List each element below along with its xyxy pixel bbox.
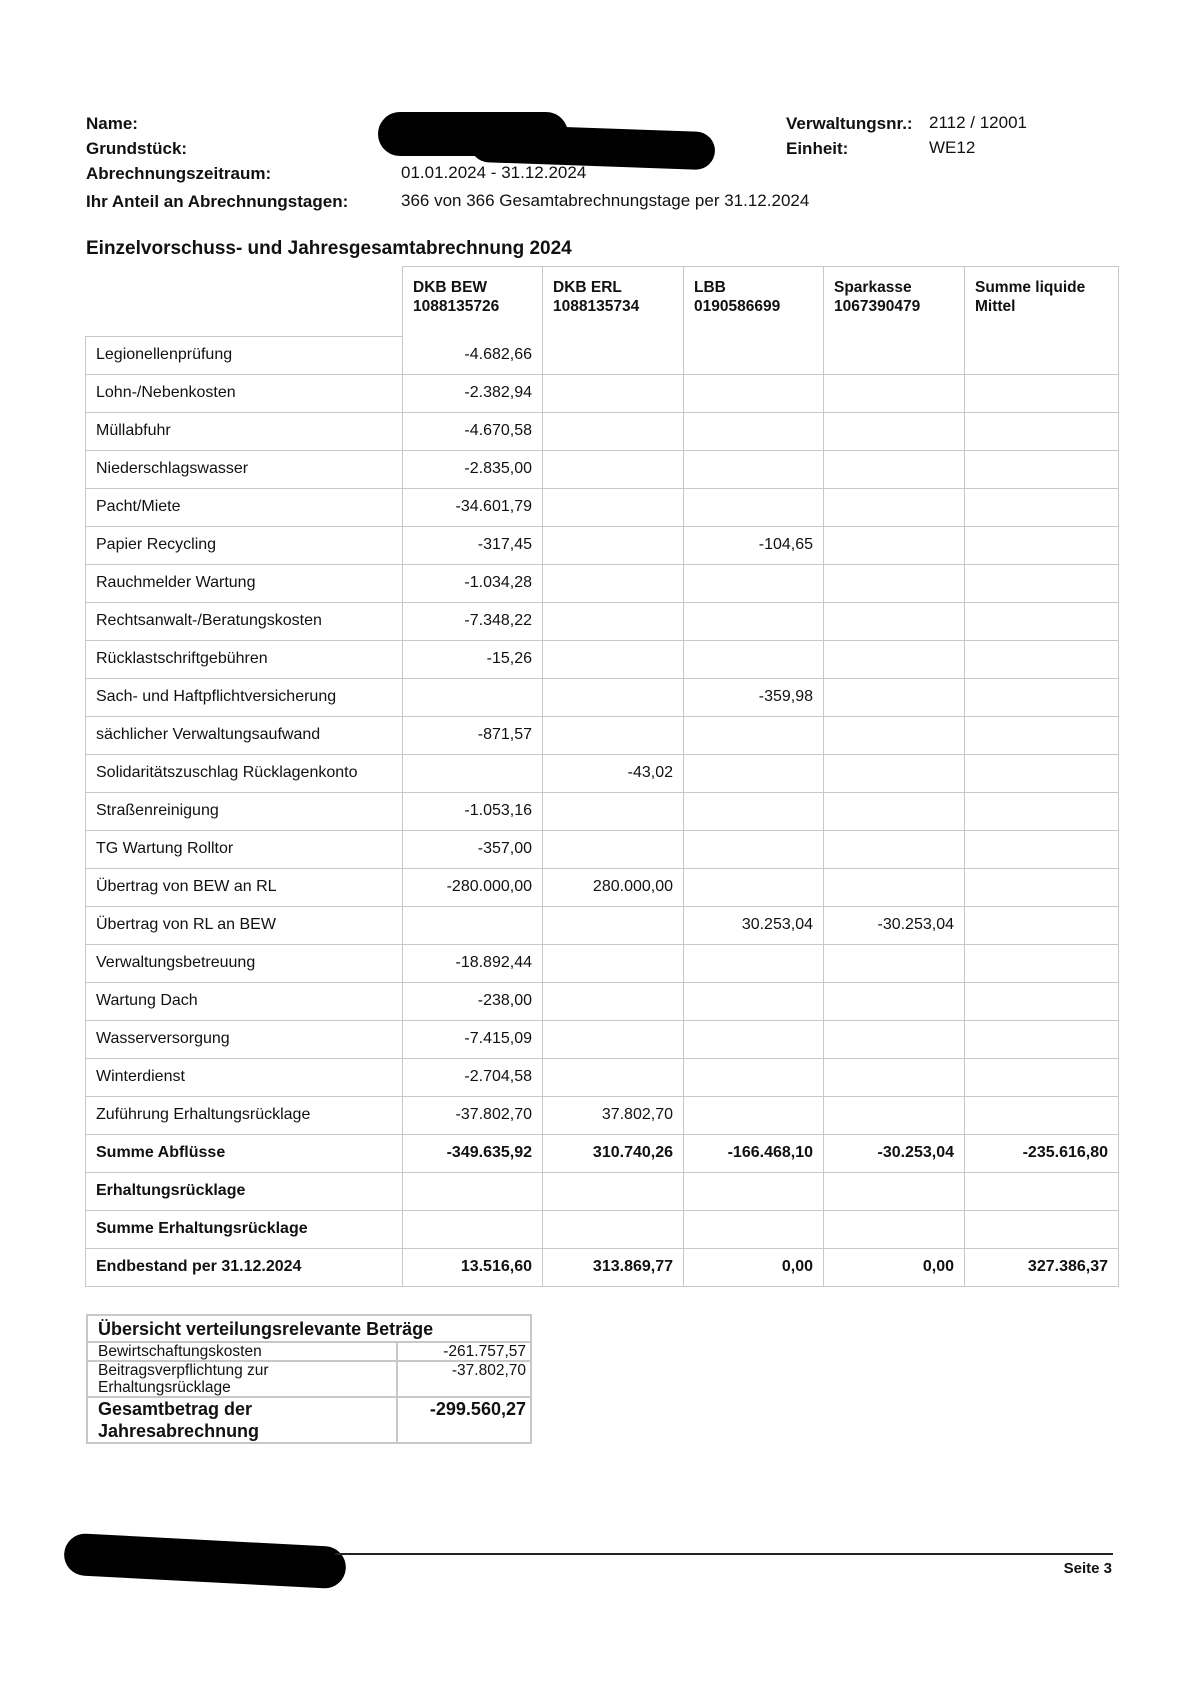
cell-value [543,602,684,640]
cell-value: 37.802,70 [543,1096,684,1134]
einheit-value: WE12 [929,138,976,157]
anteil-value: 366 von 366 Gesamtabrechnungstage per 31.12.2024 [401,191,810,210]
cell-value: -30.253,04 [824,906,965,944]
cell-value: 327.386,37 [965,1248,1119,1286]
cell-value [684,488,824,526]
cell-value [684,868,824,906]
cell-value [543,982,684,1020]
cell-value [965,450,1119,488]
cell-value [965,678,1119,716]
cell-value [965,1058,1119,1096]
anteil-label: Ihr Anteil an Abrechnungstagen: [86,192,349,211]
row-label: Verwaltungsbetreuung [86,944,403,982]
row-label: Lohn-/Nebenkosten [86,374,403,412]
row-label: Summe Erhaltungsrücklage [86,1210,403,1248]
row-label: TG Wartung Rolltor [86,830,403,868]
cell-value: -4.670,58 [403,412,543,450]
cell-value [965,754,1119,792]
header-blank-cell [86,267,403,337]
row-label: Pacht/Miete [86,488,403,526]
cell-value [824,526,965,564]
cell-value [824,1058,965,1096]
row-label: sächlicher Verwaltungsaufwand [86,716,403,754]
cell-value: -4.682,66 [403,336,543,374]
table-row [86,982,1119,1020]
cell-value: -37.802,70 [403,1096,543,1134]
table-row [86,640,1119,678]
cell-value: -104,65 [684,526,824,564]
cell-value [543,1020,684,1058]
cell-value: -2.704,58 [403,1058,543,1096]
row-label: Müllabfuhr [86,412,403,450]
table-row [86,412,1119,450]
column-header-account: 0190586699 [694,298,781,315]
cell-value [965,792,1119,830]
row-label: Rauchmelder Wartung [86,564,403,602]
table-row [86,830,1119,868]
cell-value [824,944,965,982]
cell-value [965,944,1119,982]
cell-value [543,450,684,488]
row-label: Papier Recycling [86,526,403,564]
cell-value [965,1096,1119,1134]
overview-title-row [87,1315,531,1342]
overview-row-value: -261.757,57 [397,1342,531,1361]
column-header-account: 1088135726 [413,298,500,315]
overview-row [87,1361,531,1397]
redaction-mark-footer [63,1533,347,1590]
cell-value: -43,02 [543,754,684,792]
cell-value [824,1172,965,1210]
report-title: Einzelvorschuss- und Jahresgesamtabrechnung 2024 [86,238,572,259]
cell-value [965,526,1119,564]
column-header [684,267,824,375]
row-label: Legionellenprüfung [86,336,403,374]
column-header [543,267,684,375]
cell-value [543,1210,684,1248]
cell-value [965,412,1119,450]
cell-value [824,792,965,830]
table-row [86,906,1119,944]
column-header [965,267,1119,375]
row-label: Solidaritätszuschlag Rücklagenkonto [86,754,403,792]
cell-value [824,1210,965,1248]
row-label: Straßenreinigung [86,792,403,830]
cell-value [543,906,684,944]
cell-value [965,1020,1119,1058]
cell-value [965,374,1119,412]
overview-total-value: -299.560,27 [397,1397,531,1443]
cell-value [965,830,1119,868]
cell-value [543,944,684,982]
cell-value [824,678,965,716]
summary-row [86,1248,1119,1286]
abrechnungszeitraum-value: 01.01.2024 - 31.12.2024 [401,163,587,182]
cell-value [684,1020,824,1058]
cell-value: -1.034,28 [403,564,543,602]
row-label: Wartung Dach [86,982,403,1020]
cell-value: -18.892,44 [403,944,543,982]
cell-value [684,982,824,1020]
cell-value [684,374,824,412]
table-row [86,792,1119,830]
cell-value: -235.616,80 [965,1134,1119,1172]
summary-row [86,1210,1119,1248]
cell-value [543,1058,684,1096]
cell-value [403,1210,543,1248]
cell-value: -359,98 [684,678,824,716]
overview-row [87,1342,531,1361]
cell-value [824,1096,965,1134]
cell-value [684,792,824,830]
row-label: Erhaltungsrücklage [86,1172,403,1210]
row-label: Sach- und Haftpflichtversicherung [86,678,403,716]
column-header [824,267,965,375]
row-label: Rechtsanwalt-/Beratungskosten [86,602,403,640]
table-row [86,450,1119,488]
cell-value [824,602,965,640]
cell-value [824,412,965,450]
cell-value: -317,45 [403,526,543,564]
footer-divider [335,1553,1113,1555]
cell-value [543,678,684,716]
cell-value: -357,00 [403,830,543,868]
cell-value: -280.000,00 [403,868,543,906]
overview-total-row [87,1397,531,1443]
cell-value: 0,00 [824,1248,965,1286]
cell-value [965,640,1119,678]
table-row [86,1058,1119,1096]
cell-value: -2.382,94 [403,374,543,412]
table-row [86,488,1119,526]
cell-value [965,906,1119,944]
column-header-name: DKB BEW [413,279,488,296]
cell-value [684,450,824,488]
cell-value [965,488,1119,526]
row-label: Endbestand per 31.12.2024 [86,1248,403,1286]
cell-value: -30.253,04 [824,1134,965,1172]
cell-value [543,716,684,754]
row-label: Winterdienst [86,1058,403,1096]
cell-value: -15,26 [403,640,543,678]
summary-row [86,1172,1119,1210]
overview-row-label: Bewirtschaftungskosten [87,1342,397,1361]
column-header-name: Summe liquide [975,279,1086,296]
cell-value [684,412,824,450]
cell-value [824,1020,965,1058]
einheit-label: Einheit: [786,139,849,158]
cell-value: -238,00 [403,982,543,1020]
overview-table [86,1314,532,1444]
summary-row [86,1134,1119,1172]
cell-value [965,982,1119,1020]
cell-value [684,640,824,678]
row-label: Übertrag von BEW an RL [86,868,403,906]
table-row [86,678,1119,716]
cell-value: 0,00 [684,1248,824,1286]
cell-value [543,564,684,602]
cell-value: 280.000,00 [543,868,684,906]
column-header-name: Sparkasse [834,279,912,296]
table-row [86,868,1119,906]
cell-value: -1.053,16 [403,792,543,830]
table-row [86,1020,1119,1058]
cell-value: -2.835,00 [403,450,543,488]
cell-value [684,1096,824,1134]
cell-value [684,602,824,640]
table-row [86,754,1119,792]
cell-value [684,830,824,868]
cell-value [684,1058,824,1096]
column-header-account: Mittel [975,298,1016,315]
table-row [86,944,1119,982]
cell-value: 310.740,26 [543,1134,684,1172]
cell-value [824,374,965,412]
cell-value: 313.869,77 [543,1248,684,1286]
row-label: Niederschlagswasser [86,450,403,488]
table-header-row [86,267,1119,337]
column-header-account: 1088135734 [553,298,640,315]
table-row [86,564,1119,602]
cell-value [543,488,684,526]
column-header [403,267,543,337]
cell-value: -166.468,10 [684,1134,824,1172]
row-label: Summe Abflüsse [86,1134,403,1172]
cell-value [824,754,965,792]
cell-value: -871,57 [403,716,543,754]
verwaltungsnr-value: 2112 / 12001 [929,113,1027,132]
abrechnungszeitraum-label: Abrechnungszeitraum: [86,164,272,183]
cell-value [403,1172,543,1210]
table-row [86,526,1119,564]
cell-value [684,754,824,792]
grundstueck-label: Grundstück: [86,139,188,158]
cell-value [824,868,965,906]
overview-title: Übersicht verteilungsrelevante Beträge [87,1315,531,1342]
column-header-account: 1067390479 [834,298,921,315]
cell-value [543,830,684,868]
cell-value [824,982,965,1020]
cell-value [824,450,965,488]
cell-value [684,944,824,982]
cell-value [403,906,543,944]
table-row [86,1096,1119,1134]
cell-value [824,830,965,868]
cell-value: 30.253,04 [684,906,824,944]
cell-value [965,868,1119,906]
name-label: Name: [86,114,138,133]
column-header-name: LBB [694,279,726,296]
cell-value: -7.415,09 [403,1020,543,1058]
row-label: Zuführung Erhaltungsrücklage [86,1096,403,1134]
cell-value [824,488,965,526]
cell-value [403,678,543,716]
cell-value [403,754,543,792]
cell-value [965,1210,1119,1248]
overview-row-value: -37.802,70 [397,1361,531,1397]
abrechnung-table [85,266,1119,1287]
cell-value [543,640,684,678]
cell-value [543,1172,684,1210]
cell-value [965,716,1119,754]
cell-value [543,412,684,450]
cell-value [684,564,824,602]
cell-value [684,1172,824,1210]
cell-value: -7.348,22 [403,602,543,640]
cell-value [684,716,824,754]
cell-value [684,1210,824,1248]
cell-value [824,640,965,678]
cell-value [965,564,1119,602]
cell-value [824,564,965,602]
cell-value: 13.516,60 [403,1248,543,1286]
overview-total-label: Gesamtbetrag der Jahresabrechnung [87,1397,397,1443]
cell-value: -34.601,79 [403,488,543,526]
cell-value: -349.635,92 [403,1134,543,1172]
cell-value [543,374,684,412]
cell-value [824,716,965,754]
row-label: Übertrag von RL an BEW [86,906,403,944]
row-label: Wasserversorgung [86,1020,403,1058]
table-row [86,374,1119,412]
cell-value [543,792,684,830]
cell-value [965,1172,1119,1210]
cell-value [543,526,684,564]
column-header-name: DKB ERL [553,279,622,296]
page-number: Seite 3 [1063,1560,1112,1577]
table-row [86,716,1119,754]
row-label: Rücklastschriftgebühren [86,640,403,678]
cell-value [965,602,1119,640]
verwaltungsnr-label: Verwaltungsnr.: [786,114,913,133]
overview-row-label: Beitragsverpflichtung zur Erhaltungsrücklage [87,1361,397,1397]
table-row [86,602,1119,640]
